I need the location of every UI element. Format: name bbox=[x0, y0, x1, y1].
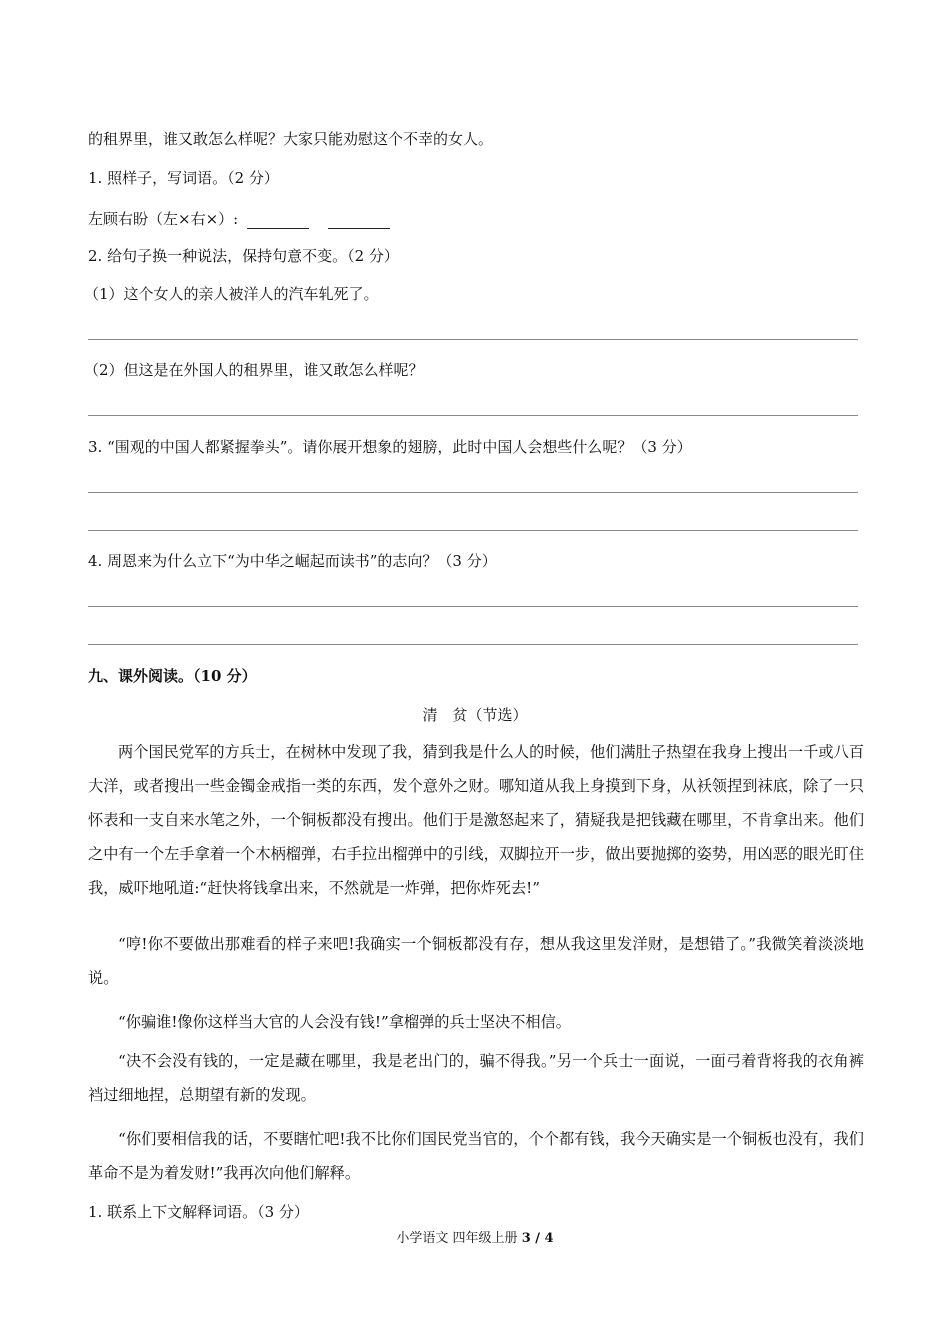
question-2-item-1: （1）这个女人的亲人被洋人的汽车轧死了。 bbox=[84, 285, 379, 303]
question-3-stem: 3. “围观的中国人都紧握拳头”。请你展开想象的翅膀，此时中国人会想些什么呢？（3 分） bbox=[88, 438, 692, 456]
page-number: 3 / 4 bbox=[521, 1231, 554, 1246]
question-2-item-2: （2）但这是在外国人的租界里，谁又敢怎么样呢？ bbox=[84, 361, 424, 379]
answer-line[interactable] bbox=[88, 606, 858, 607]
reading-paragraph-1: 两个国民党军的方兵士，在树林中发现了我，猜到我是什么人的时候，他们满肚子热望在我身上搜出一千或八百大洋，或者搜出一些金镯金戒指一类的东西，发个意外之财。哪知道从我上身摸到下身，从袄领捏到袜底，除了一只怀表和一支自来水笔之外，一个铜板都没有搜出。他们于是激怒起来了，猜疑我是把钱藏在哪里，不肯拿出来。他们之中有一个左手拿着一个木柄榴弹，右手拉出榴弹中的引线，双脚拉开一步，做出要抛掷的姿势，用凶恶的眼光盯住我，威吓地吼道:“赶快将钱拿出来，不然就是一炸弹，把你炸死去!” bbox=[88, 743, 864, 897]
question-1-example-text: 左顾右盼（左×右×）: bbox=[88, 210, 239, 228]
section-9-heading: 九、课外阅读。（10 分） bbox=[88, 667, 257, 685]
reading-title: 清 贫（节选） bbox=[422, 706, 528, 724]
reading-paragraph-4: “决不会没有钱的，一定是藏在哪里，我是老出门的，骗不得我。”另一个兵士一面说，一面弓着背将我的衣角裤裆过细地捏，总期望有新的发现。 bbox=[88, 1052, 864, 1104]
question-4-stem: 4. 周恩来为什么立下“为中华之崛起而读书”的志向？（3 分） bbox=[88, 552, 497, 570]
page-footer bbox=[0, 1230, 950, 1248]
reading-paragraph-5: “你们要相信我的话，不要瞎忙吧!我不比你们国民党当官的，个个都有钱，我今天确实是一个铜板也没有，我们革命不是为着发财!”我再次向他们解释。 bbox=[88, 1130, 864, 1182]
answer-line[interactable] bbox=[88, 492, 858, 493]
answer-line[interactable] bbox=[88, 339, 858, 340]
answer-line[interactable] bbox=[88, 415, 858, 416]
question-1-stem: 1. 照样子，写词语。（2 分） bbox=[88, 169, 279, 187]
question-2-stem: 2. 给句子换一种说法，保持句意不变。（2 分） bbox=[88, 247, 399, 265]
reading-paragraph-3: “你骗谁!像你这样当大官的人会没有钱!”拿榴弹的兵士坚决不相信。 bbox=[118, 1013, 571, 1031]
footer-label: 小学语文 四年级上册 bbox=[396, 1231, 522, 1246]
answer-blank-1[interactable] bbox=[247, 212, 309, 229]
answer-line[interactable] bbox=[88, 530, 858, 531]
answer-line[interactable] bbox=[88, 644, 858, 645]
reading-question-1: 1. 联系上下文解释词语。（3 分） bbox=[88, 1203, 309, 1221]
reading-paragraph-2: “哼!你不要做出那难看的样子来吧!我确实一个铜板都没有存，想从我这里发洋财，是想错了。”我微笑着淡淡地说。 bbox=[88, 935, 864, 987]
passage-tail-line: 的租界里，谁又敢怎么样呢？大家只能劝慰这个不幸的女人。 bbox=[88, 130, 494, 148]
question-1-example bbox=[88, 209, 864, 229]
answer-blank-2[interactable] bbox=[328, 212, 390, 229]
